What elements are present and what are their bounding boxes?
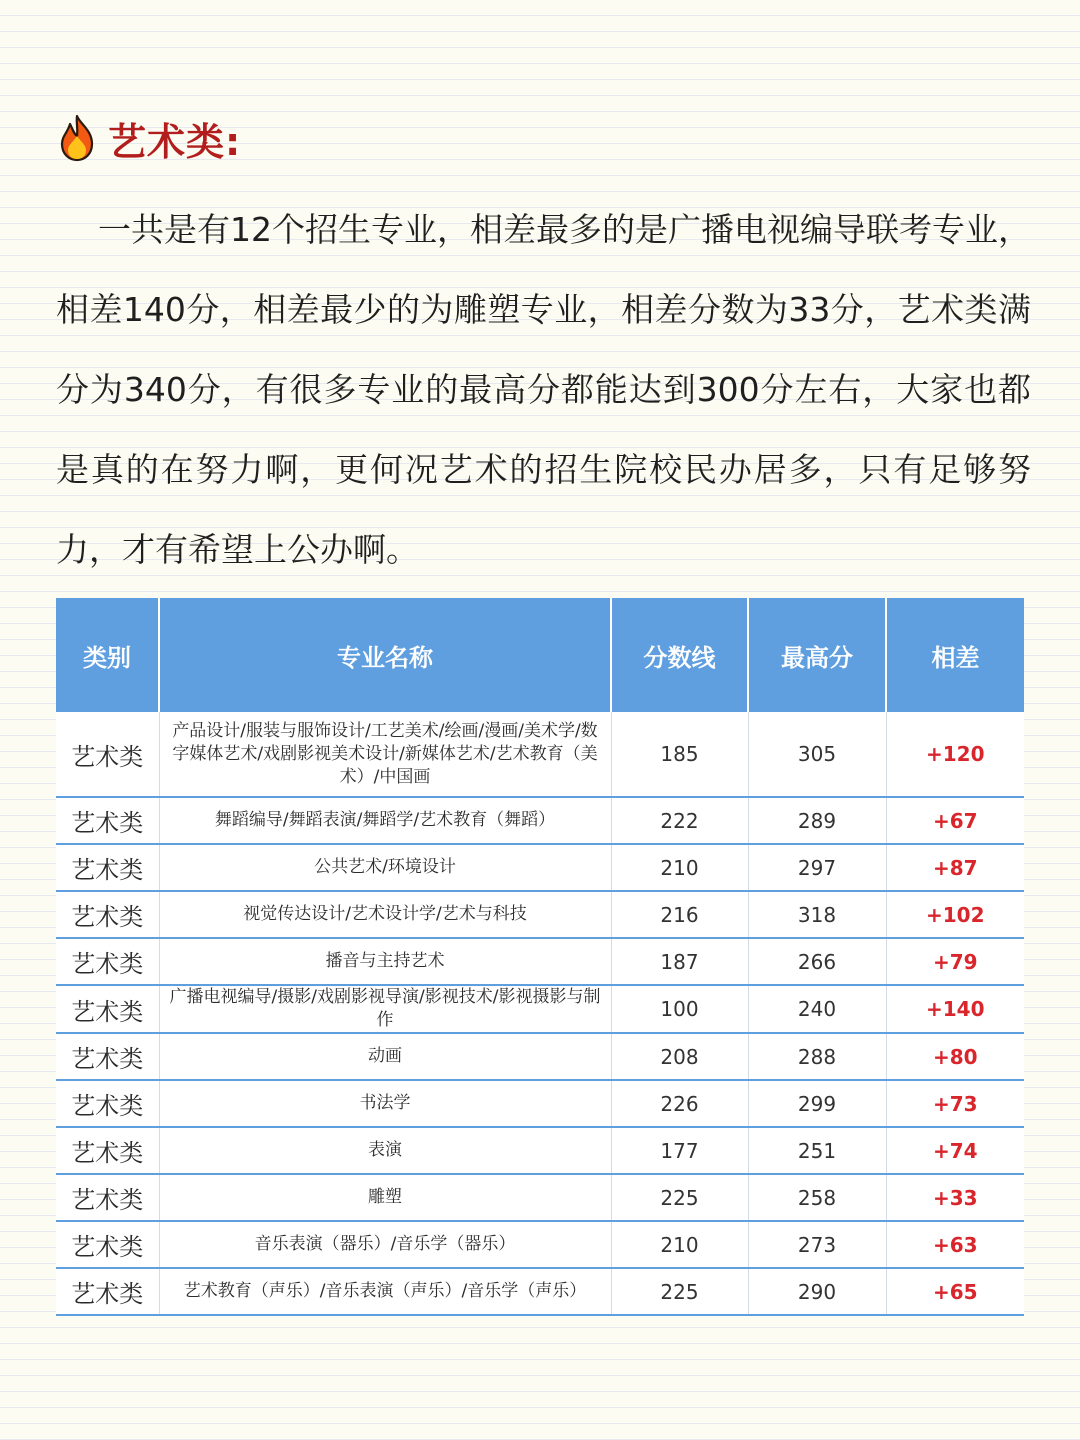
table-row	[56, 1033, 1024, 1080]
cell-category: 艺术类	[56, 844, 159, 891]
cell-cutoff: 210	[611, 844, 748, 891]
cell-diff: +87	[886, 844, 1024, 891]
table-row	[56, 797, 1024, 844]
cell-max: 318	[748, 891, 886, 938]
table-row	[56, 1221, 1024, 1268]
cell-max: 299	[748, 1080, 886, 1127]
cell-diff: +80	[886, 1033, 1024, 1080]
cell-cutoff: 210	[611, 1221, 748, 1268]
cell-major: 产品设计/服装与服饰设计/工艺美术/绘画/漫画/美术学/数字媒体艺术/戏剧影视美术设计/新媒体艺术/艺术教育（美术）/中国画	[159, 712, 611, 797]
cell-category: 艺术类	[56, 938, 159, 985]
cell-max: 297	[748, 844, 886, 891]
cell-major: 播音与主持艺术	[159, 938, 611, 985]
cell-max: 288	[748, 1033, 886, 1080]
section-heading	[58, 110, 241, 166]
cell-diff: +67	[886, 797, 1024, 844]
cell-max: 290	[748, 1268, 886, 1315]
table-row	[56, 1080, 1024, 1127]
cell-max: 258	[748, 1174, 886, 1221]
cell-category: 艺术类	[56, 891, 159, 938]
cell-category: 艺术类	[56, 797, 159, 844]
cell-max: 251	[748, 1127, 886, 1174]
cell-category: 艺术类	[56, 1268, 159, 1315]
table-row	[56, 891, 1024, 938]
table-row	[56, 1268, 1024, 1315]
cell-max: 305	[748, 712, 886, 797]
cell-diff: +79	[886, 938, 1024, 985]
cell-major: 动画	[159, 1033, 611, 1080]
cell-cutoff: 225	[611, 1268, 748, 1315]
cell-cutoff: 226	[611, 1080, 748, 1127]
cell-major: 书法学	[159, 1080, 611, 1127]
cell-diff: +65	[886, 1268, 1024, 1315]
table-row	[56, 1174, 1024, 1221]
cell-diff: +74	[886, 1127, 1024, 1174]
cell-diff: +33	[886, 1174, 1024, 1221]
cell-diff: +102	[886, 891, 1024, 938]
heading-title: 艺术类:	[108, 119, 242, 164]
table-row	[56, 985, 1024, 1033]
fire-icon	[58, 114, 96, 162]
cell-major: 舞蹈编导/舞蹈表演/舞蹈学/艺术教育（舞蹈）	[159, 797, 611, 844]
cell-max: 289	[748, 797, 886, 844]
intro-paragraph: 一共是有12个招生专业，相差最多的是广播电视编导联考专业，相差140分，相差最少的为雕塑专业，相差分数为33分，艺术类满分为340分，有很多专业的最高分都能达到300分左右，大家也都是真的在努力啊，更何况艺术的招生院校民办居多，只有足够努力，才有希望上公办啊。	[56, 210, 1031, 569]
cell-cutoff: 222	[611, 797, 748, 844]
score-table	[56, 598, 1024, 1316]
header-category: 类别	[56, 598, 159, 712]
cell-major: 表演	[159, 1127, 611, 1174]
cell-major: 广播电视编导/摄影/戏剧影视导演/影视技术/影视摄影与制作	[159, 985, 611, 1033]
table-row	[56, 1127, 1024, 1174]
cell-category: 艺术类	[56, 1174, 159, 1221]
cell-max: 266	[748, 938, 886, 985]
cell-major: 公共艺术/环境设计	[159, 844, 611, 891]
header-diff: 相差	[886, 598, 1024, 712]
cell-diff: +120	[886, 712, 1024, 797]
table-row	[56, 844, 1024, 891]
cell-major: 音乐表演（器乐）/音乐学（器乐）	[159, 1221, 611, 1268]
cell-cutoff: 100	[611, 985, 748, 1033]
header-max: 最高分	[748, 598, 886, 712]
cell-cutoff: 185	[611, 712, 748, 797]
table-row	[56, 938, 1024, 985]
cell-cutoff: 216	[611, 891, 748, 938]
cell-cutoff: 225	[611, 1174, 748, 1221]
cell-category: 艺术类	[56, 712, 159, 797]
cell-diff: +63	[886, 1221, 1024, 1268]
cell-cutoff: 208	[611, 1033, 748, 1080]
cell-category: 艺术类	[56, 1080, 159, 1127]
cell-category: 艺术类	[56, 985, 159, 1033]
cell-major: 雕塑	[159, 1174, 611, 1221]
cell-diff: +140	[886, 985, 1024, 1033]
cell-major: 艺术教育（声乐）/音乐表演（声乐）/音乐学（声乐）	[159, 1268, 611, 1315]
cell-diff: +73	[886, 1080, 1024, 1127]
header-cutoff: 分数线	[611, 598, 748, 712]
cell-category: 艺术类	[56, 1127, 159, 1174]
cell-category: 艺术类	[56, 1033, 159, 1080]
cell-cutoff: 187	[611, 938, 748, 985]
table-header-row	[56, 598, 1024, 712]
score-table-container	[56, 598, 1024, 1316]
header-major: 专业名称	[159, 598, 611, 712]
cell-cutoff: 177	[611, 1127, 748, 1174]
table-row	[56, 712, 1024, 797]
cell-major: 视觉传达设计/艺术设计学/艺术与科技	[159, 891, 611, 938]
cell-max: 240	[748, 985, 886, 1033]
cell-max: 273	[748, 1221, 886, 1268]
cell-category: 艺术类	[56, 1221, 159, 1268]
